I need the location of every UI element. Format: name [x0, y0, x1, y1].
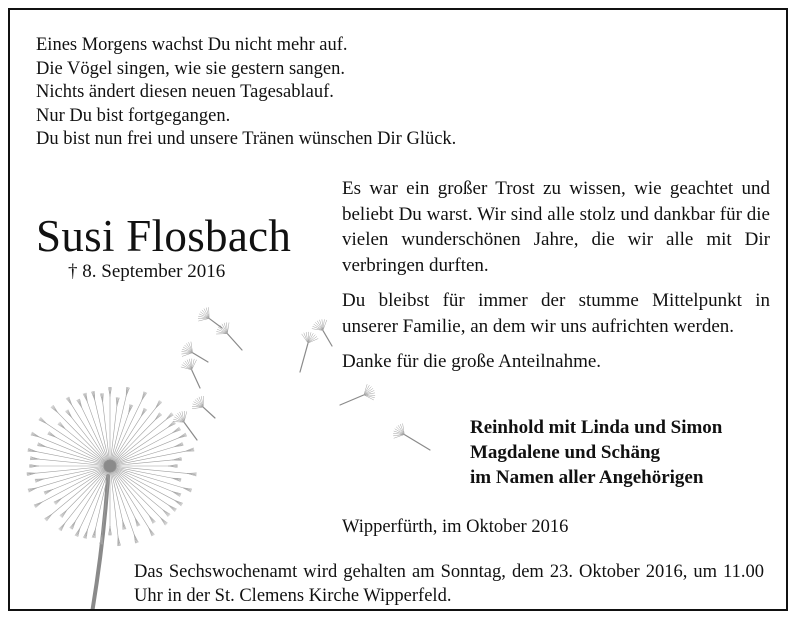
message-paragraph: Du bleibst für immer der stumme Mittelpunkt in unserer Familie, an dem wir uns aufrichten werden. [342, 290, 770, 337]
service-notice: Das Sechswochenamt wird gehalten am Sonntag, dem 23. Oktober 2016, um 11.00 Uhr in der St. Clemens Kirche Wipperfeld. [134, 562, 764, 606]
signers [470, 415, 722, 490]
poem [36, 34, 456, 152]
signer-line: Reinhold mit Linda und Simon [470, 417, 723, 438]
message-paragraph: Es war ein großer Trost zu wissen, wie geachtet und beliebt Du warst. Wir sind alle stolz und dankbar für die vielen wunderschönen Jahre, die wir alle mit Dir verbringen durften. [342, 178, 770, 276]
poem-line: Die Vögel singen, wie sie gestern sangen. [36, 58, 345, 79]
message-paragraph: Danke für die große Anteilnahme. [342, 351, 602, 372]
place-date: Wipperfürth, im Oktober 2016 [342, 517, 569, 537]
poem-line: Nichts ändert diesen neuen Tagesablauf. [36, 82, 334, 102]
deceased-name: Susi Flosbach [36, 211, 292, 261]
death-date: † 8. September 2016 [68, 261, 226, 282]
signer-line: Magdalene und Schäng [470, 442, 661, 463]
poem-line: Nur Du bist fortgegangen. [36, 105, 231, 126]
signer-line: im Namen aller Angehörigen [470, 467, 704, 488]
obituary-notice [8, 8, 788, 611]
message-text [342, 176, 770, 385]
poem-line: Eines Morgens wachst Du nicht mehr auf. [36, 35, 348, 55]
poem-line: Du bist nun frei und unsere Tränen wünschen Dir Glück. [36, 129, 457, 149]
